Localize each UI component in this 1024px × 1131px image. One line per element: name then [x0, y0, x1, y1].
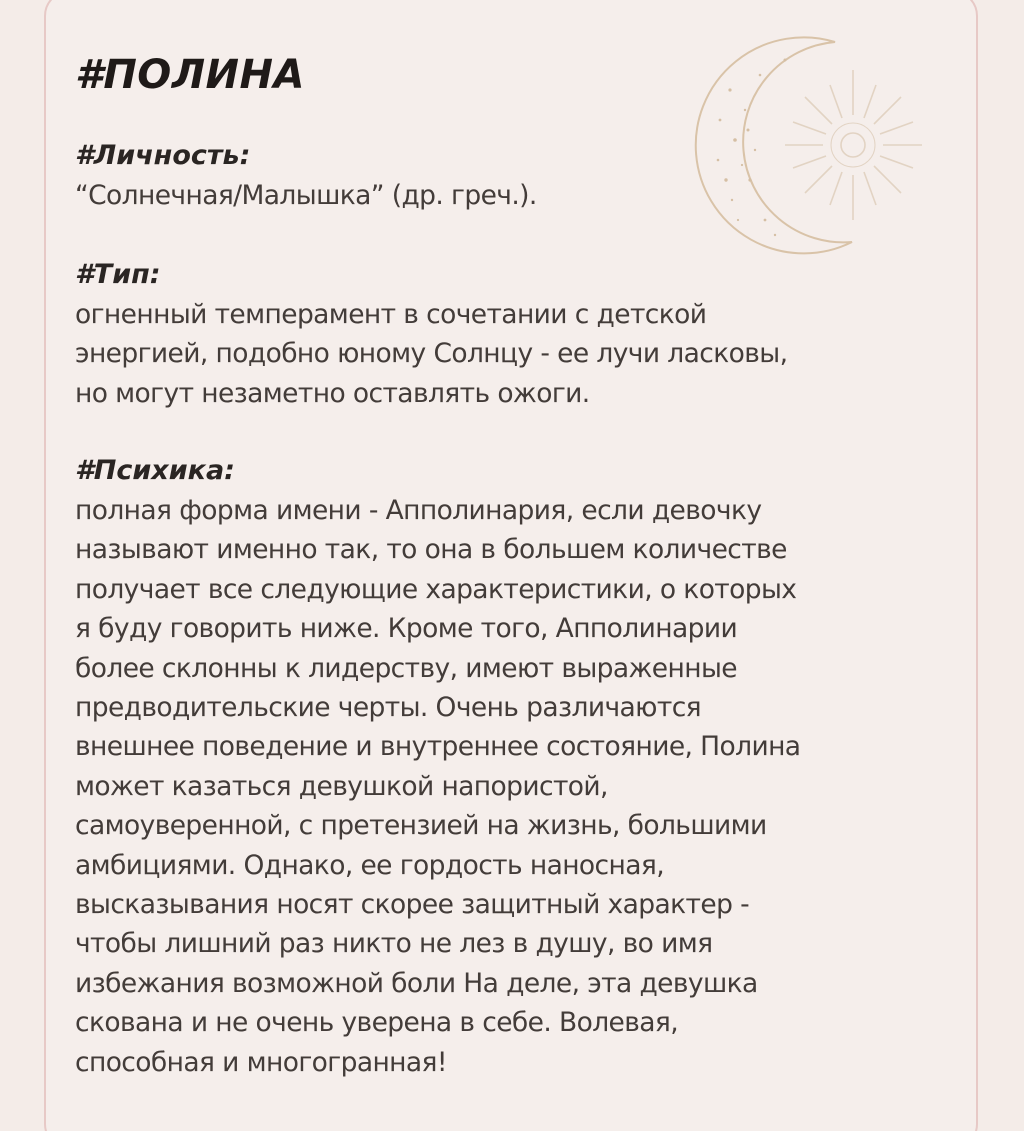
section-personality	[75, 136, 975, 215]
section-text: “Солнечная/Малышка” (др. греч.).	[75, 180, 537, 211]
section-psyche	[75, 451, 975, 1082]
section-heading: #Тип:	[75, 259, 161, 290]
section-heading: #Психика:	[75, 455, 235, 486]
section-text: полная форма имени - Апполинария, если девочку называют именно так, то она в большем количестве получает все следующие характеристики, о которых я буду говорить ниже. Кроме того, Апполинарии более склонны к лидерству, имеют выраженные предводительские черты. Очень различаются внешнее поведение и внутреннее состояние, Полина может казаться девушкой напористой, самоуверенной, с претензией на жизнь, большими амбициями. Однако, ее гордость наносная, высказывания носят скорее защитный характер - чтобы лишний раз никто не лез в душу, во имя избежания возможной боли На деле, эта девушка скована и не очень уверена в себе. Волевая, способная и многогранная!	[75, 495, 801, 1078]
page-title: #ПОЛИНА	[75, 52, 305, 98]
section-heading: #Личность:	[75, 140, 251, 171]
section-type	[75, 255, 975, 413]
section-text: огненный темперамент в сочетании с детской энергией, подобно юному Солнцу - ее лучи ласковы, но могут незаметно оставлять ожоги.	[75, 299, 788, 409]
